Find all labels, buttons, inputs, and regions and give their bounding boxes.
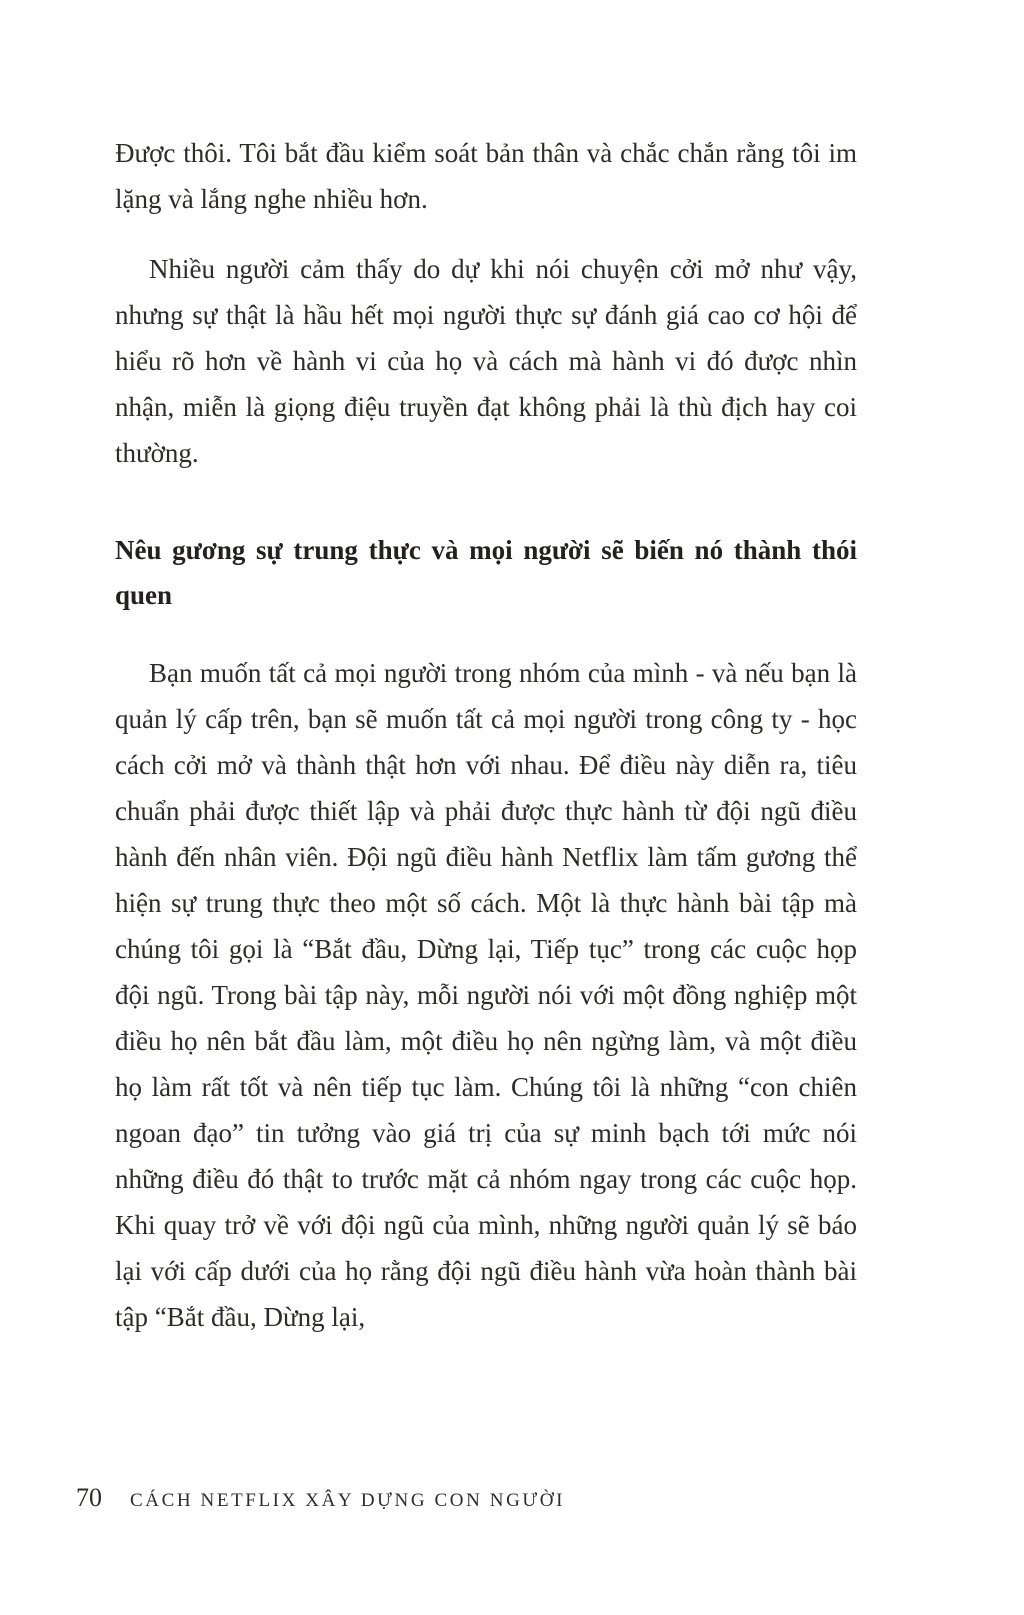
paragraph: Nhiều người cảm thấy do dự khi nói chuyện cởi mở như vậy, nhưng sự thật là hầu hết mọi người thực sự đánh giá cao cơ hội để hiểu rõ hơn về hành vi của họ và cách mà hành vi đó được nhìn nhận, miễn là giọng điệu truyền đạt không phải là thù địch hay coi thường. — [115, 254, 857, 468]
paragraph: Bạn muốn tất cả mọi người trong nhóm của mình - và nếu bạn là quản lý cấp trên, bạn sẽ muốn tất cả mọi người trong công ty - học cách cởi mở và thành thật hơn với nhau. Để điều này diễn ra, tiêu chuẩn phải được thiết lập và phải được thực hành từ đội ngũ điều hành đến nhân viên. Đội ngũ điều hành Netflix làm tấm gương thể hiện sự trung thực theo một số cách. Một là thực hành bài tập mà chúng tôi gọi là “Bắt đầu, Dừng lại, Tiếp tục” trong các cuộc họp đội ngũ. Trong bài tập này, mỗi người nói với một đồng nghiệp một điều họ nên bắt đầu làm, một điều họ nên ngừng làm, và một điều họ làm rất tốt và nên tiếp tục làm. Chúng tôi là những “con chiên ngoan đạo” tin tưởng vào giá trị của sự minh bạch tới mức nói những điều đó thật to trước mặt cả nhóm ngay trong các cuộc họp. Khi quay trở về với đội ngũ của mình, những người quản lý sẽ báo lại với cấp dưới của họ rằng đội ngũ điều hành vừa hoàn thành bài tập “Bắt đầu, Dừng lại, — [115, 658, 857, 1332]
page-footer — [76, 1483, 565, 1513]
paragraph: Được thôi. Tôi bắt đầu kiểm soát bản thân và chắc chắn rằng tôi im lặng và lắng nghe nhiều hơn. — [115, 138, 857, 214]
section-heading: Nêu gương sự trung thực và mọi người sẽ biến nó thành thói quen — [115, 535, 857, 610]
page-number: 70 — [76, 1483, 102, 1512]
page-content — [115, 130, 857, 1364]
running-title: CÁCH NETFLIX XÂY DỰNG CON NGƯỜI — [130, 1490, 566, 1511]
